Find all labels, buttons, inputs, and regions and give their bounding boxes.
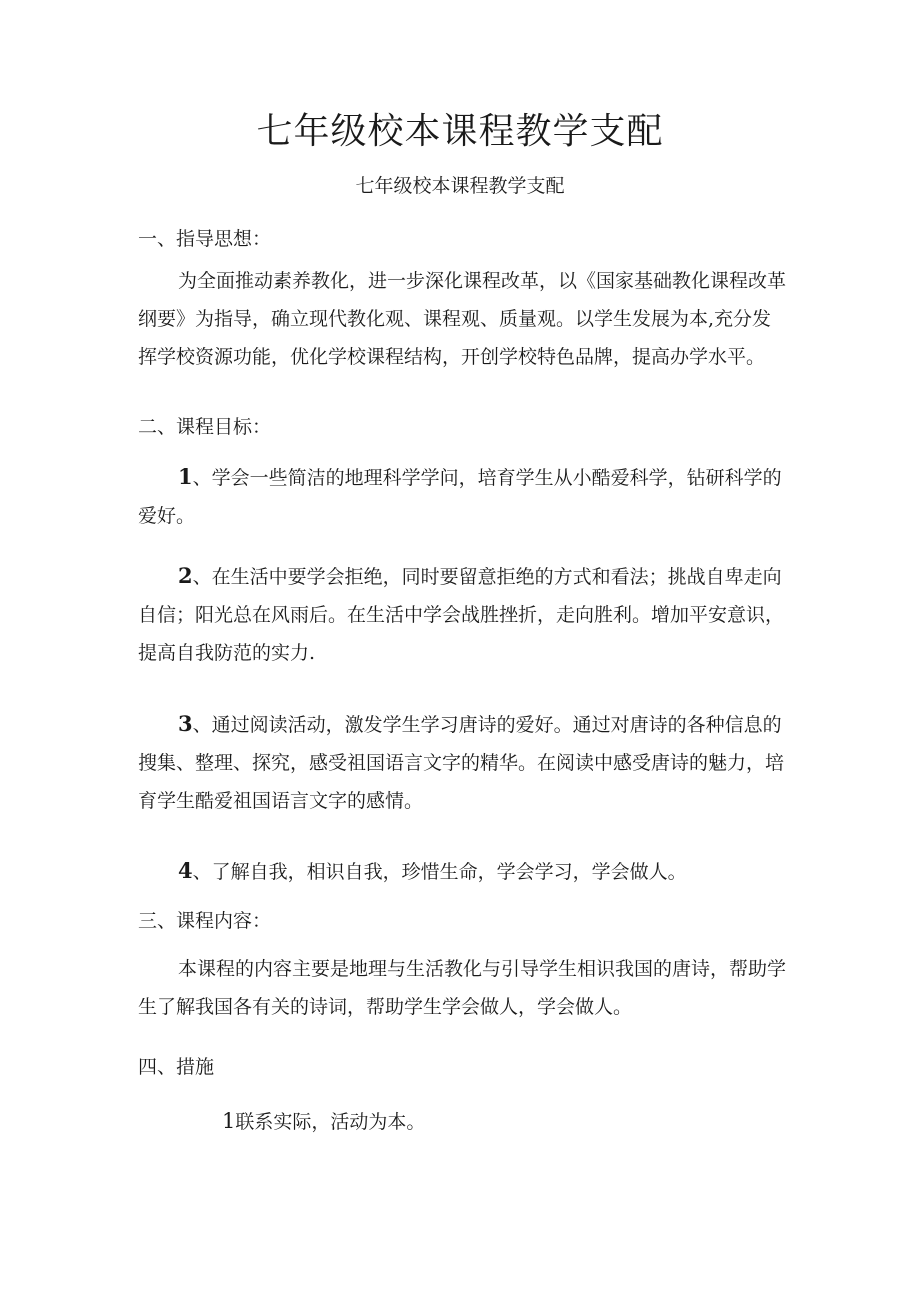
goal-text: 、通过阅读活动，激发学生学习唐诗的爱好。通过对唐诗的各种信息的搜集、整理、探究，感受祖国语言文字的精华。在阅读中感受唐诗的魅力，培育学生酷爱祖国语言文字的感情。 [138,714,785,812]
goal-text: 、了解自我，相识自我，珍惜生命，学会学习，学会做人。 [192,861,687,883]
goal-number: 4 [178,858,193,883]
goal-number: 1 [178,464,193,489]
goal-number: 3 [178,711,193,736]
guiding-thought-paragraph: 为全面推动素养教化，进一步深化课程改革，以《国家基础教化课程改革纲要》为指导，确立现代教化观、课程观、质量观。以学生发展为本,充分发挥学校资源功能，优化学校课程结构，开创学校特色品牌，提高办学水平。 [138,270,787,368]
goal-item-2 [138,557,786,672]
goal-item-4 [138,852,786,891]
course-content-paragraph: 本课程的内容主要是地理与生活教化与引导学生相识我国的唐诗，帮助学生了解我国各有关的诗词，帮助学生学会做人，学会做人。 [138,958,787,1018]
goal-item-1 [138,458,786,535]
document-title: 七年级校本课程教学支配 [256,111,664,152]
goal-text: 、学会一些简洁的地理科学学问，培育学生从小酷爱科学，钻研科学的爱好。 [138,467,782,527]
goal-text: 、在生活中要学会拒绝，同时要留意拒绝的方式和看法；挑战自卑走向自信；阳光总在风雨后。在生活中学会战胜挫折，走向胜利。增加平安意识，提高自我防范的实力. [138,566,785,664]
section-heading-guiding-thought: 一、指导思想： [138,228,272,250]
section-heading-course-goals: 二、课程目标： [138,416,272,438]
measure-item-1 [222,1102,782,1141]
section-heading-course-content: 三、课程内容： [138,910,272,932]
section-heading-measures: 四、措施 [138,1056,215,1078]
measure-number: 1 [222,1109,236,1133]
goal-item-3 [138,705,786,820]
document-subtitle: 七年级校本课程教学支配 [355,175,565,197]
goal-number: 2 [178,563,193,588]
measure-text: 联系实际，活动为本。 [235,1111,426,1133]
